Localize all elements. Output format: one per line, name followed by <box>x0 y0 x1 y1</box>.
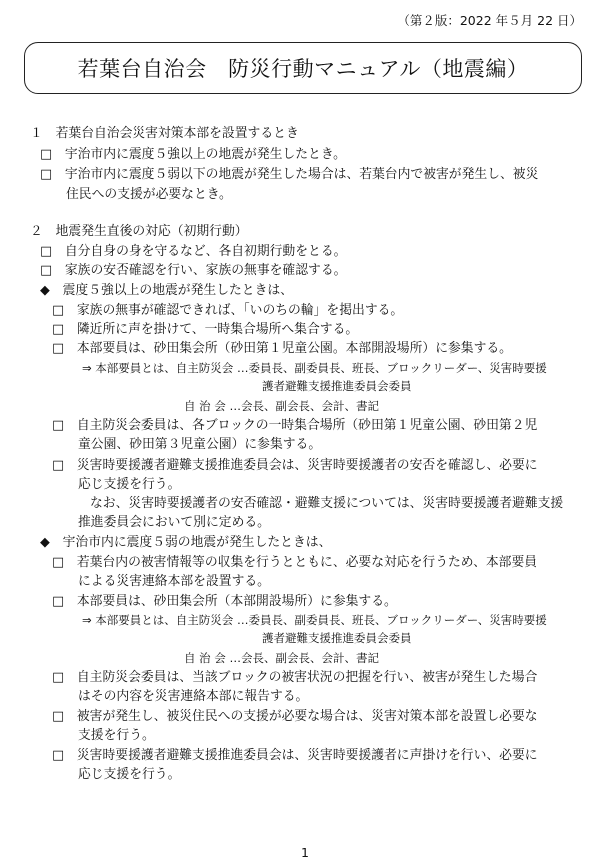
text-line: 推進委員会において別に定める。 <box>78 515 270 530</box>
text-line: 護者避難支援推進委員会委員 <box>262 379 412 393</box>
text-line: □ 被害が発生し、被災住民への支援が必要な場合は、災害対策本部を設置し必要な <box>52 709 538 724</box>
text-line: なお、災害時要援護者の安否確認・避難支援については、災害時要援護者避難支援 <box>90 496 564 511</box>
text-line: ◆ 震度５強以上の地震が発生したときは、 <box>40 283 293 298</box>
text-line: □ 災害時要援護者避難支援推進委員会は、災害時要援護者の安否を確認し、必要に <box>52 458 538 473</box>
text-line: １ 若葉台自治会災害対策本部を設置するとき <box>30 126 299 141</box>
text-line: 応じ支援を行う。 <box>78 477 181 492</box>
text-line: 童公園、砂田第３児童公園）に参集する。 <box>78 437 322 452</box>
text-line: はその内容を災害連絡本部に報告する。 <box>78 689 309 704</box>
edition-date: （第２版：2022 年５月 22 日） <box>397 13 582 28</box>
text-line: □ 若葉台内の被害情報等の収集を行うとともに、必要な対応を行うため、本部要員 <box>52 555 538 570</box>
text-line: による災害連絡本部を設置する。 <box>78 574 270 589</box>
text-line: ２ 地震発生直後の対応（初期行動） <box>30 224 248 239</box>
text-line: 護者避難支援推進委員会委員 <box>262 631 412 645</box>
text-line: 住民への支援が必要なとき。 <box>66 187 232 202</box>
text-line: □ 宇治市内に震度５強以上の地震が発生したとき。 <box>40 147 346 162</box>
page-number: 1 <box>301 845 309 860</box>
text-line: 自 治 会 …会長、副会長、会計、書記 <box>184 651 379 665</box>
text-line: ⇒ 本部要員とは、自主防災会 …委員長、副委員長、班長、ブロックリーダー、災害時要援 <box>82 613 547 627</box>
text-line: ⇒ 本部要員とは、自主防災会 …委員長、副委員長、班長、ブロックリーダー、災害時要援 <box>82 361 547 375</box>
text-line: □ 隣近所に声を掛けて、一時集合場所へ集合する。 <box>52 322 359 337</box>
text-line: □ 自主防災会委員は、各ブロックの一時集合場所（砂田第１児童公園、砂田第２児 <box>52 418 538 433</box>
text-line: □ 本部要員は、砂田集会所（砂田第１児童公園。本部開設場所）に参集する。 <box>52 341 512 356</box>
text-line: □ 自分自身の身を守るなど、各自初期行動をとる。 <box>40 244 347 259</box>
text-line: □ 宇治市内に震度５弱以下の地震が発生した場合は、若葉台内で被害が発生し、被災 <box>40 167 539 182</box>
text-line: 応じ支援を行う。 <box>78 767 181 782</box>
text-line: □ 家族の無事が確認できれば、「いのちの輪」を掲出する。 <box>52 303 404 318</box>
text-line: □ 本部要員は、砂田集会所（本部開設場所）に参集する。 <box>52 594 397 609</box>
text-line: 支援を行う。 <box>78 728 155 743</box>
text-line: □ 災害時要援護者避難支援推進委員会は、災害時要援護者に声掛けを行い、必要に <box>52 748 538 763</box>
text-line: □ 家族の安否確認を行い、家族の無事を確認する。 <box>40 263 347 278</box>
text-line: 自 治 会 …会長、副会長、会計、書記 <box>184 399 379 413</box>
document-title: 若葉台自治会 防災行動マニュアル（地震編） <box>24 42 582 94</box>
text-line: □ 自主防災会委員は、当該ブロックの被害状況の把握を行い、被害が発生した場合 <box>52 670 538 685</box>
text-line: ◆ 宇治市内に震度５弱の地震が発生したときは、 <box>40 535 332 550</box>
